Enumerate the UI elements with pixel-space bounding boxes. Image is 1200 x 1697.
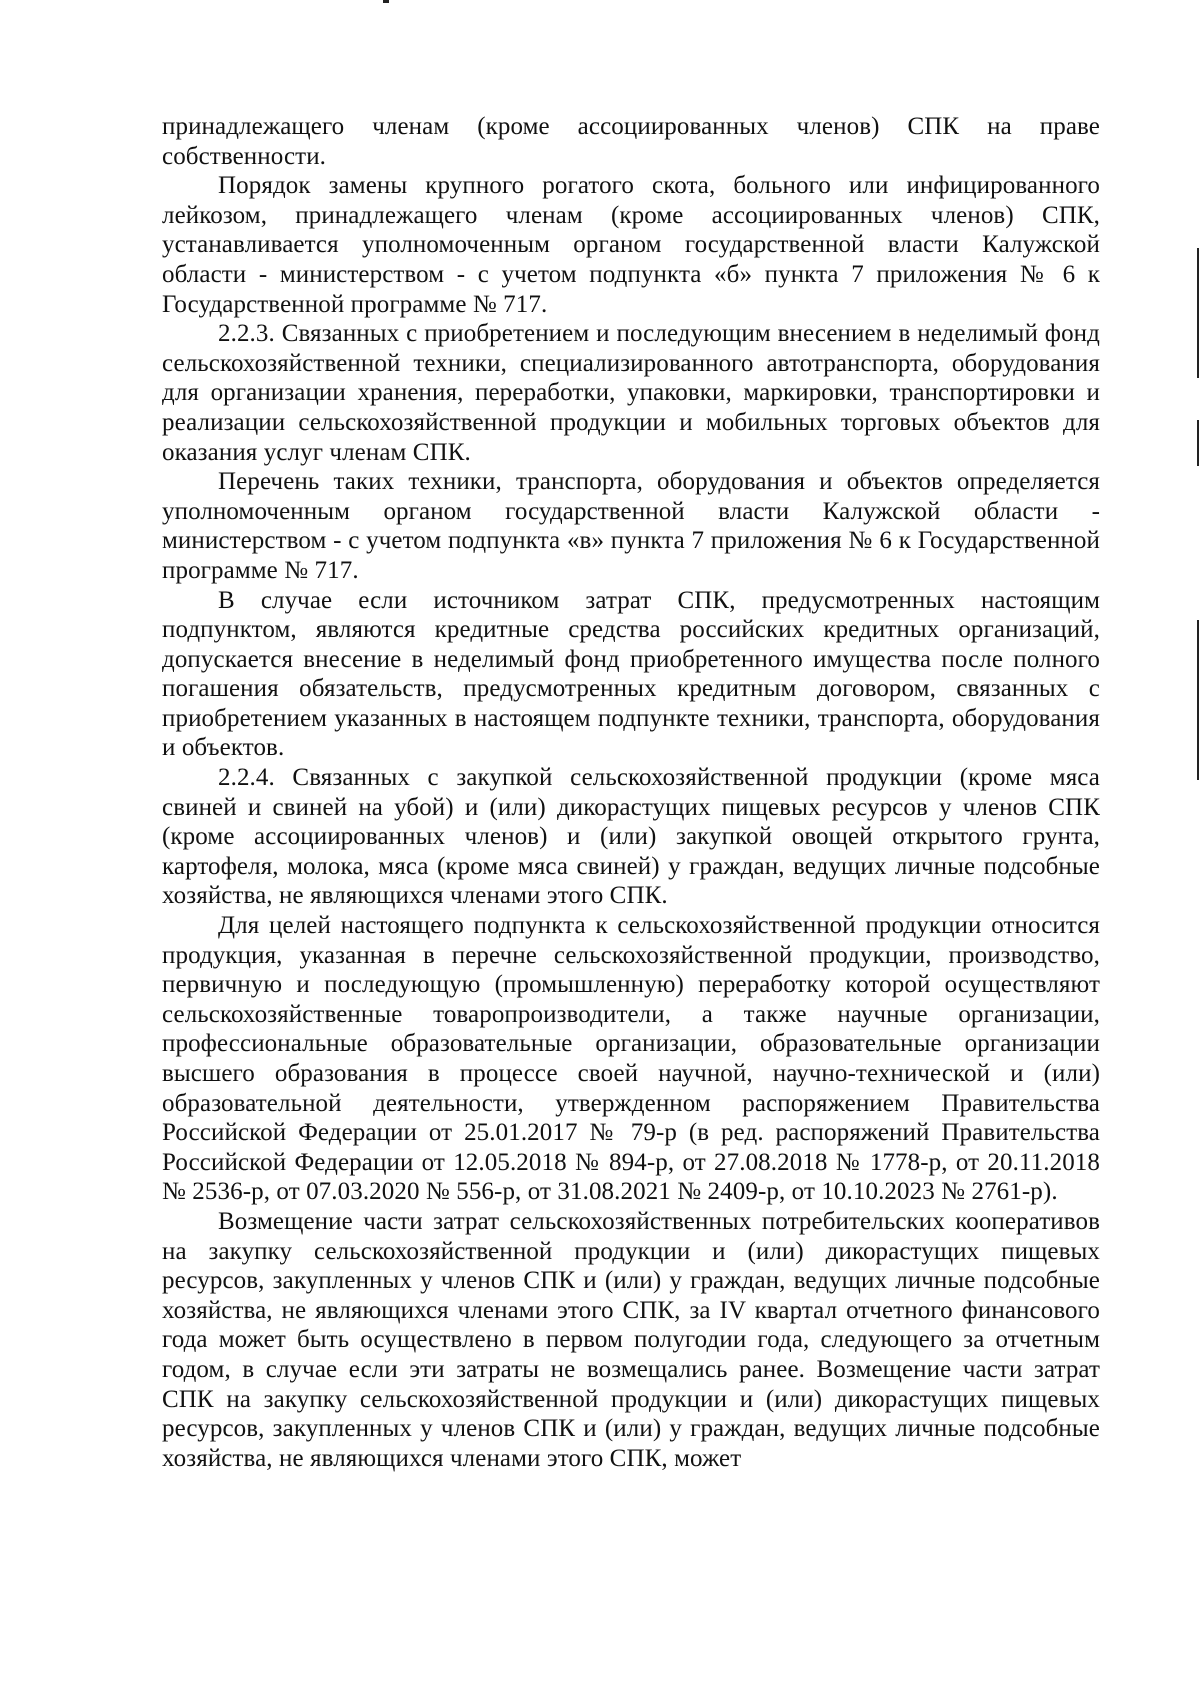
scan-edge-line [1197, 248, 1199, 378]
paragraph: Возмещение части затрат сельскохозяйственных потребительских кооперативов на закупку сельскохозяйственной продукции и (или) дикорастущих пищевых ресурсов, закупленных у членов СПК и (или) у граждан, ведущих личные подсобные хозяйства, не являющихся членами этого СПК, за IV квартал отчетного финансового года может быть осуществлено в первом полугодии года, следующего за отчетным годом, в случае если эти затраты не возмещались ранее. Возмещение части затрат СПК на закупку сельскохозяйственной продукции и (или) дикорастущих пищевых ресурсов, закупленных у членов СПК и (или) у граждан, ведущих личные подсобные хозяйства, не являющихся членами этого СПК, может [162, 1207, 1100, 1472]
paragraph-section-2-2-4: 2.2.4. Связанных с закупкой сельскохозяйственной продукции (кроме мяса свиней и свиней на убой) и (или) дикорастущих пищевых ресурсов у членов СПК (кроме ассоциированных членов) и (или) закупкой овощей открытого грунта, картофеля, молока, мяса (кроме мяса свиней) у граждан, ведущих личные подсобные хозяйства, не являющихся членами этого СПК. [162, 764, 1100, 910]
document-body [162, 112, 1100, 1473]
paragraph-section-2-2-3: 2.2.3. Связанных с приобретением и последующим внесением в неделимый фонд сельскохозяйственной техники, специализированного автотранспорта, оборудования для организации хранения, переработки, упаковки, маркировки, транспортировки и реализации сельскохозяйственной продукции и мобильных торговых объектов для оказания услуг членам СПК. [162, 320, 1100, 466]
scan-edge-line [1197, 420, 1199, 466]
paragraph: Порядок замены крупного рогатого скота, больного или инфицированного лейкозом, принадлежащего членам (кроме ассоциированных членов) СПК, устанавливается уполномоченным органом государственной власти Калужской области - министерством - с учетом подпункта «б» пункта 7 приложения № 6 к Государственной программе № 717. [162, 172, 1100, 318]
scan-artifact-mark [383, 0, 389, 3]
paragraph: Перечень таких техники, транспорта, оборудования и объектов определяется уполномоченным органом государственной власти Калужской области - министерством - с учетом подпункта «в» пункта 7 приложения № 6 к Государственной программе № 717. [162, 468, 1100, 584]
paragraph: принадлежащего членам (кроме ассоциированных членов) СПК на праве собственности. [162, 113, 1100, 170]
scan-edge-line [1197, 620, 1199, 780]
paragraph: В случае если источником затрат СПК, предусмотренных настоящим подпунктом, являются кредитные средства российских кредитных организаций, допускается внесение в неделимый фонд приобретенного имущества после полного погашения обязательств, предусмотренных кредитным договором, связанных с приобретением указанных в настоящем подпункте техники, транспорта, оборудования и объектов. [162, 586, 1100, 762]
paragraph: Для целей настоящего подпункта к сельскохозяйственной продукции относится продукция, указанная в перечне сельскохозяйственной продукции, производство, первичную и последующую (промышленную) переработку которой осуществляют сельскохозяйственные товаропроизводители, а также научные организации, профессиональные образовательные организации, образовательные организации высшего образования в процессе своей научной, научно-технической и (или) образовательной деятельности, утвержденном распоряжением Правительства Российской Федерации от 25.01.2017 № 79-р (в ред. распоряжений Правительства Российской Федерации от 12.05.2018 № 894-р, от 27.08.2018 № 1778-р, от 20.11.2018 № 2536-р, от 07.03.2020 № 556-р, от 31.08.2021 № 2409-р, от 10.10.2023 № 2761-р). [162, 912, 1100, 1206]
